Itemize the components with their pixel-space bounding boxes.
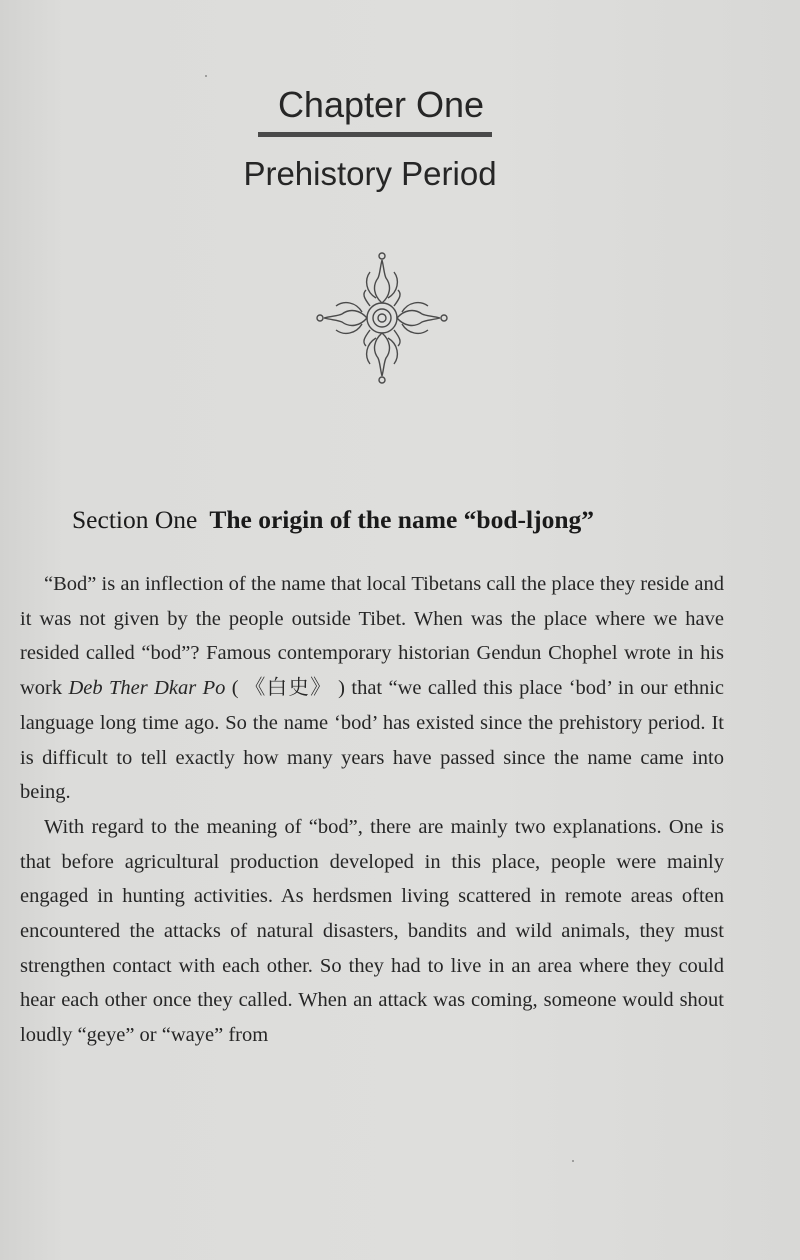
paragraph: With regard to the meaning of “bod”, there are mainly two explanations. One is that before agricultural production developed in this place, people were mainly engaged in hunting activities. As herdsmen living scattered in remote areas often encountered the attacks of natural disasters, bandits and wild animals, they must strengthen contact with each other. So they had to live in an area where they could hear each other once they called. When an attack was coming, someone would shout loudly “geye” or “waye” from: [20, 815, 724, 1047]
chapter-title-underline: [258, 132, 492, 137]
paragraph-text: “Bod” is an inflection of the name that local Tibetans call the place they reside and it was not given by the people outside Tibet. When was the place where we have resided called “bod”? Famous contemporary historian Gendun Chophel wrote in his work: [20, 573, 724, 700]
work-title: Deb Ther Dkar Po: [68, 677, 226, 700]
paragraph-text: that “we called this place ‘bod’ in our ethnic language long time ago. So the name ‘bod’ has existed since the prehistory period. It is difficult to tell exactly how many years have passed since the name came into being.: [20, 677, 724, 804]
body-text: [20, 567, 724, 1053]
section-number: Section One: [72, 505, 198, 534]
section-title: The origin of the name “bod-ljong”: [209, 505, 595, 534]
print-speck: [205, 75, 207, 77]
paragraph: [20, 567, 724, 810]
chapter-subtitle: Prehistory Period: [243, 155, 497, 192]
print-speck: [572, 1160, 574, 1162]
double-vajra-ornament-icon: [312, 248, 452, 388]
section-heading: [72, 505, 792, 535]
chapter-title: Chapter One: [277, 84, 485, 125]
chinese-title: ( 《白史》 ): [231, 677, 346, 700]
